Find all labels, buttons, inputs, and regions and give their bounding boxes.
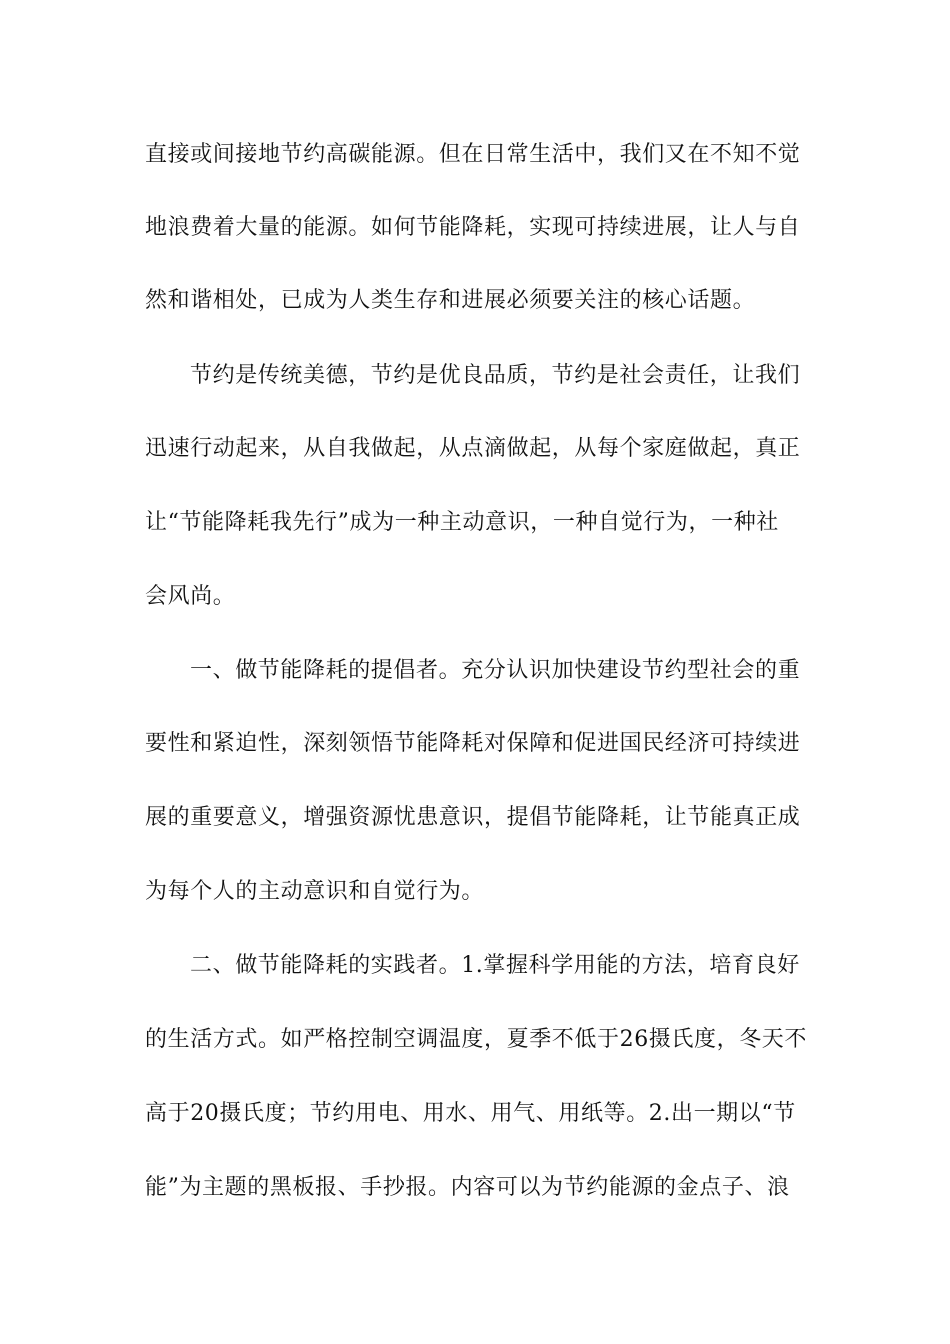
paragraph-line: 为每个人的主动意识和自觉行为。 <box>145 879 485 904</box>
paragraph-line: 二、做节能降耗的实践者。1.掌握科学用能的方法，培育良好 <box>190 953 800 978</box>
paragraph-line: 要性和紧迫性，深刻领悟节能降耗对保障和促进国民经济可持续进 <box>145 731 801 756</box>
paragraph-line: 能”为主题的黑板报、手抄报。内容可以为节约能源的金点子、浪 <box>145 1175 790 1200</box>
paragraph-line: 让“节能降耗我先行”成为一种主动意识，一种自觉行为，一种社 <box>145 510 779 535</box>
paragraph-line: 直接或间接地节约高碳能源。但在日常生活中，我们又在不知不觉 <box>145 142 801 167</box>
paragraph-line: 地浪费着大量的能源。如何节能降耗，实现可持续进展，让人与自 <box>145 215 801 240</box>
paragraph-line: 的生活方式。如严格控制空调温度，夏季不低于26摄氏度，冬天不 <box>145 1027 807 1052</box>
paragraph-line: 展的重要意义，增强资源忧患意识，提倡节能降耗，让节能真正成 <box>145 805 801 830</box>
paragraph-line: 迅速行动起来，从自我做起，从点滴做起，从每个家庭做起，真正 <box>145 436 801 461</box>
paragraph-line: 一、做节能降耗的提倡者。充分认识加快建设节约型社会的重 <box>190 658 801 683</box>
paragraph-line: 会风尚。 <box>145 584 236 609</box>
paragraph-line: 节约是传统美德，节约是优良品质，节约是社会责任，让我们 <box>190 363 801 388</box>
paragraph-line: 高于20摄氏度；节约用电、用水、用气、用纸等。2.出一期以“节 <box>145 1101 796 1126</box>
paragraph-line: 然和谐相处，已成为人类生存和进展必须要关注的核心话题。 <box>145 288 756 313</box>
